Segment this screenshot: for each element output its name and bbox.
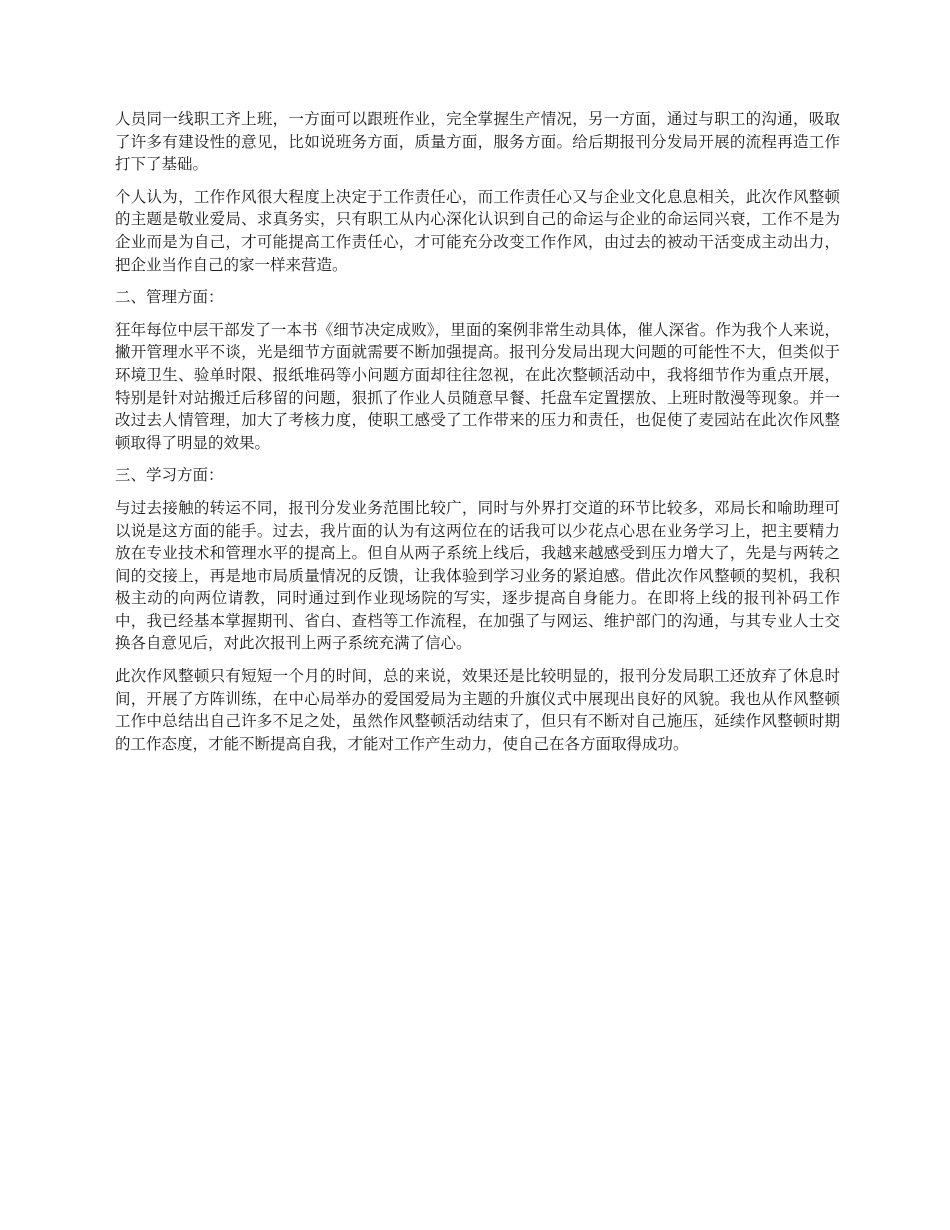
document-body (115, 108, 840, 765)
paragraph-conclusion: 此次作风整顿只有短短一个月的时间，总的来说，效果还是比较明显的，报刊分发局职工还放弃了休息时间，开展了方阵训练，在中心局举办的爱国爱局为主题的升旗仪式中展现出良好的风貌。我也从作风整顿工作中总结出自己许多不足之处，虽然作风整顿活动结束了，但只有不断对自己施压，延续作风整顿时期的工作态度，才能不断提高自我，才能对工作产生动力，使自己在各方面取得成功。 (115, 667, 840, 753)
paragraph-work-style: 个人认为，工作作风很大程度上决定于工作责任心，而工作责任心又与企业文化息息相关，此次作风整顿的主题是敬业爱局、求真务实，只有职工从内心深化认识到自己的命运与企业的命运同兴衰，工作不是为企业而是为自己，才可能提高工作责任心，才可能充分改变工作作风，由过去的被动干活变成主动出力，把企业当作自己的家一样来营造。 (115, 187, 840, 274)
paragraph-continuation: 人员同一线职工齐上班，一方面可以跟班作业，完全掌握生产情况，另一方面，通过与职工的沟通，吸取了许多有建设性的意见，比如说班务方面，质量方面，服务方面。给后期报刊分发局开展的流程再造工作打下了基础。 (115, 110, 840, 174)
paragraph-management: 狂年每位中层干部发了一本书《细节决定成败》，里面的案例非常生动具体，催人深省。作为我个人来说，撇开管理水平不谈，光是细节方面就需要不断加强提高。报刊分发局出现大问题的可能性不大，但类似于环境卫生、验单时限、报纸堆码等小问题方面却往往忽视，在此次整顿活动中，我将细节作为重点开展，特别是针对站搬迁后移留的问题，狠抓了作业人员随意早餐、托盘车定置摆放、上班时散漫等现象。并一改过去人情管理，加大了考核力度，使职工感受了工作带来的压力和责任，也促使了麦园站在此次作风整顿取得了明显的效果。 (115, 320, 840, 452)
section-heading-management: 二、管理方面： (115, 288, 224, 307)
section-heading-learning: 三、学习方面： (115, 466, 224, 485)
paragraph-learning: 与过去接触的转运不同，报刊分发业务范围比较广，同时与外界打交道的环节比较多，邓局长和喻助理可以说是这方面的能手。过去，我片面的认为有这两位在的话我可以少花点心思在业务学习上，把主要精力放在专业技术和管理水平的提高上。但自从两子系统上线后，我越来越感受到压力增大了，先是与两转之间的交接上，再是地市局质量情况的反馈，让我体验到学习业务的紧迫感。借此次作风整顿的契机，我积极主动的向两位请教，同时通过到作业现场院的写实，逐步提高自身能力。在即将上线的报刊补码工作中，我已经基本掌握期刊、省白、查档等工作流程，在加强了与网运、维护部门的沟通，与其专业人士交换各自意见后，对此次报刊上两子系统充满了信心。 (115, 498, 840, 653)
